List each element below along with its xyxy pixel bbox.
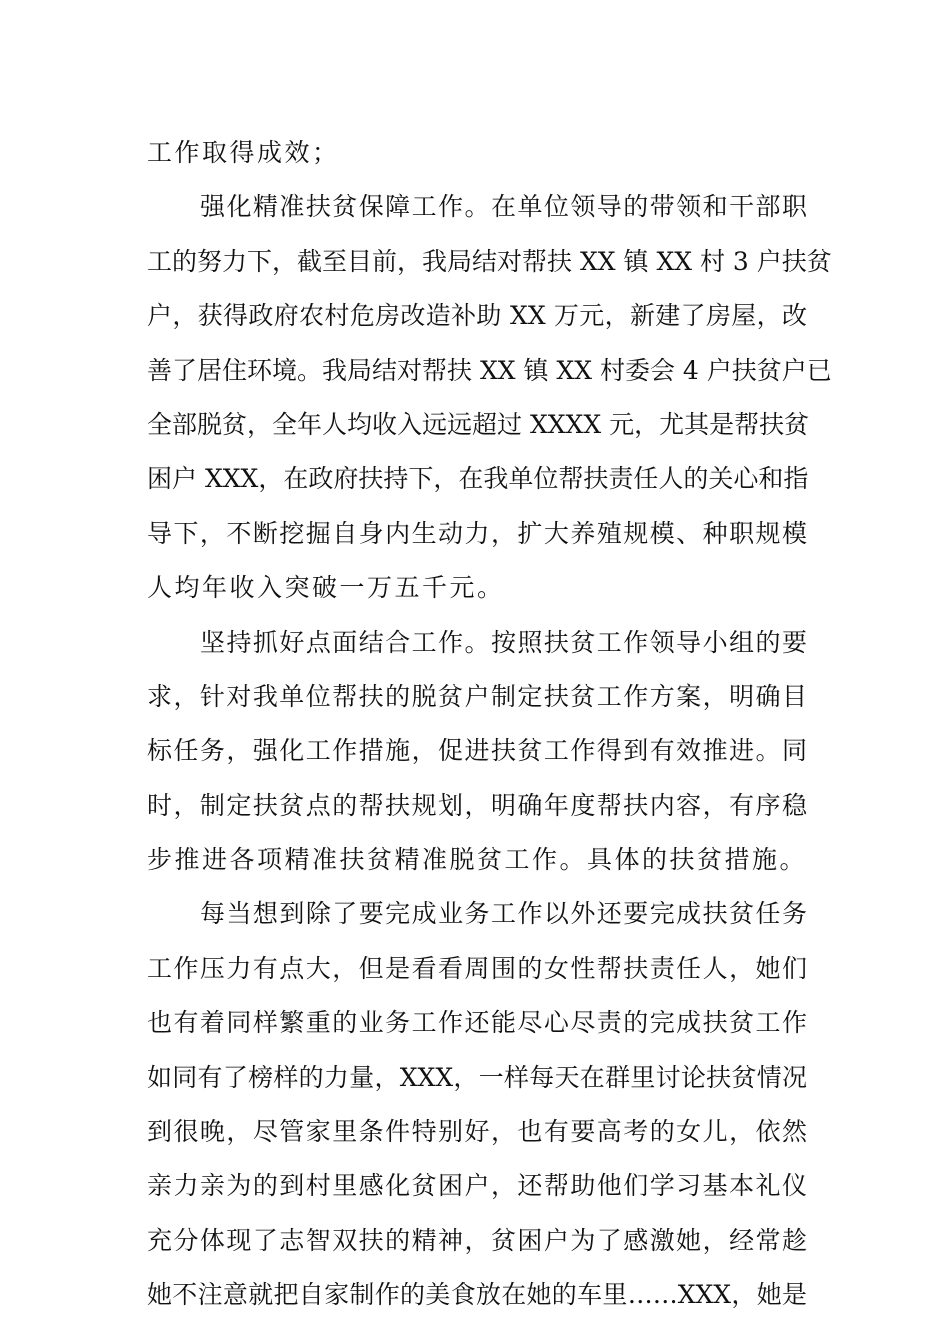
paragraph-line: 全部脱贫，全年人均收入远远超过 XXXX 元，尤其是帮扶贫	[147, 409, 810, 439]
paragraph-line: 工的努力下，截至目前，我局结对帮扶 XX 镇 XX 村 3 户扶贫	[147, 246, 832, 276]
paragraph-line: 亲力亲为的到村里感化贫困户，还帮助他们学习基本礼仪	[147, 1171, 807, 1201]
document-body	[147, 126, 832, 1323]
paragraph-line: 充分体现了志智双扶的精神，贫困户为了感激她，经常趁	[147, 1225, 807, 1255]
paragraph-line: 她不注意就把自家制作的美食放在她的车里……XXX，她是	[147, 1280, 807, 1310]
paragraph-line: 强化精准扶贫保障工作。在单位领导的带领和干部职	[200, 192, 807, 222]
paragraph-line: 如同有了榜样的力量，XXX，一样每天在群里讨论扶贫情况	[147, 1062, 807, 1092]
paragraph-line: 标任务，强化工作措施，促进扶贫工作得到有效推进。同	[147, 736, 807, 766]
paragraph-line: 善了居住环境。我局结对帮扶 XX 镇 XX 村委会 4 户扶贫户已	[147, 355, 832, 385]
paragraph-line: 困户 XXX，在政府扶持下，在我单位帮扶责任人的关心和指	[147, 464, 809, 494]
paragraph-line: 工作压力有点大，但是看看周围的女性帮扶责任人，她们	[147, 953, 807, 983]
paragraph-line: 导下，不断挖掘自身内生动力，扩大养殖规模、种职规模	[147, 518, 807, 548]
paragraph-line: 到很晚，尽管家里条件特别好，也有要高考的女儿，依然	[147, 1117, 807, 1147]
paragraph-line: 求，针对我单位帮扶的脱贫户制定扶贫工作方案，明确目	[147, 681, 807, 711]
paragraph-line: 每当想到除了要完成业务工作以外还要完成扶贫任务	[200, 899, 807, 929]
paragraph-line: 时，制定扶贫点的帮扶规划，明确年度帮扶内容，有序稳	[147, 790, 807, 820]
paragraph-line: 坚持抓好点面结合工作。按照扶贫工作领导小组的要	[200, 627, 807, 657]
paragraph-line: 人均年收入突破一万五千元。	[147, 573, 505, 603]
paragraph-line: 也有着同样繁重的业务工作还能尽心尽责的完成扶贫工作	[147, 1008, 807, 1038]
paragraph-line: 工作取得成效；	[147, 138, 340, 167]
paragraph-line: 步推进各项精准扶贫精准脱贫工作。具体的扶贫措施。	[147, 845, 808, 875]
paragraph-line: 户，获得政府农村危房改造补助 XX 万元，新建了房屋，改	[147, 301, 807, 331]
